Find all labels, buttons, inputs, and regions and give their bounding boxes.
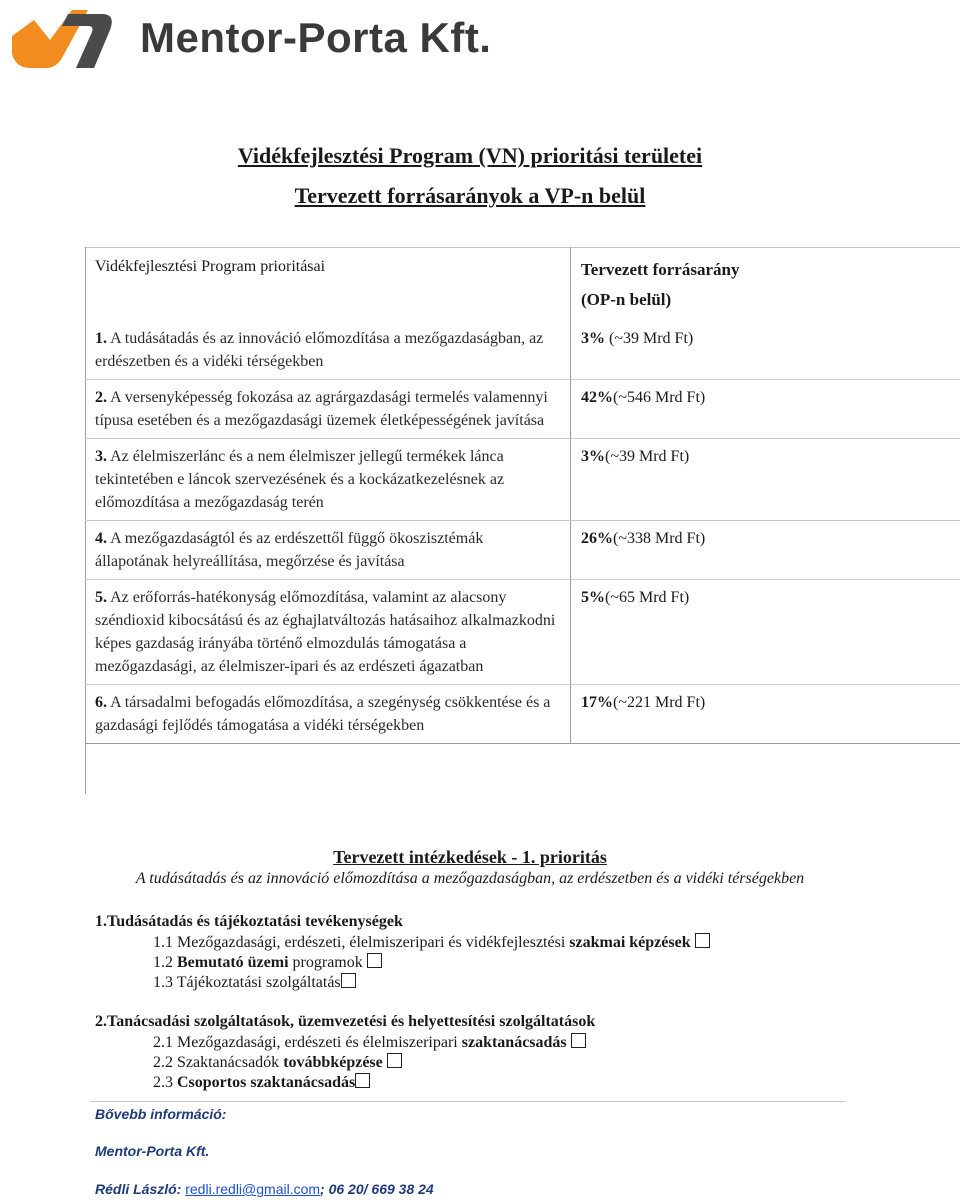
measure-item-text: 2.3 (153, 1074, 177, 1091)
table-row (85, 521, 960, 580)
table-header-row (85, 247, 960, 321)
priority-cell (85, 521, 571, 580)
measure-item-text: 1.3 Tájékoztatási szolgáltatás (153, 974, 341, 991)
table-row (85, 321, 960, 380)
share-amount: (~546 Mrd Ft) (613, 389, 706, 406)
priority-number: 1. (95, 330, 107, 347)
document-title: Vidékfejlesztési Program (VN) prioritási területei (237, 143, 703, 168)
measure-item-text: 1.1 Mezőgazdasági, erdészeti, élelmiszeripari és vidékfejlesztési (153, 934, 570, 951)
measure-item (153, 1053, 402, 1072)
measure-item (153, 1033, 586, 1052)
footer-divider (90, 1101, 845, 1102)
measure-item-bold: szakmai képzések (569, 934, 691, 951)
share-percent: 3% (581, 448, 605, 465)
priority-cell (85, 685, 571, 744)
footer-phone: ; 06 20/ 669 38 24 (320, 1181, 434, 1197)
measures-caption: A tudásátadás és az innováció előmozdítása a mezőgazdaságban, az erdészetben és a vidéki térségekben (135, 870, 805, 887)
measure-group-heading: 2.Tanácsadási szolgáltatások, üzemvezetési és helyettesítési szolgáltatások (95, 1013, 596, 1030)
priority-cell (85, 321, 571, 380)
share-amount: (~65 Mrd Ft) (605, 589, 690, 606)
checkbox[interactable] (387, 1053, 402, 1068)
priority-cell (85, 380, 571, 439)
share-amount: (~338 Mrd Ft) (613, 530, 706, 547)
footer-email-link[interactable]: redli.redli@gmail.com (185, 1181, 321, 1197)
priority-text: A társadalmi befogadás előmozdítása, a szegénység csökkentése és a gazdasági fejlődés támogatása a vidéki térségekben (95, 694, 551, 734)
logo-wordmark: Mentor-Porta Kft. (140, 14, 492, 61)
share-cell (571, 580, 960, 685)
table-row (85, 380, 960, 439)
measure-item (153, 1073, 370, 1092)
share-header-line2: (OP-n belül) (581, 290, 672, 309)
table-row (85, 580, 960, 685)
share-percent: 17% (581, 694, 613, 711)
measure-item (153, 933, 710, 952)
footer-more-info: Bővebb információ: (95, 1106, 227, 1122)
share-cell (571, 685, 960, 744)
measure-item-bold: szaktanácsadás (461, 1034, 567, 1051)
measure-item-bold: továbbképzése (283, 1054, 383, 1071)
priority-text: Az élelmiszerlánc és a nem élelmiszer jellegű termékek lánca tekintetében e láncok szervezésének és a kockázatkezelésnek az előmozdítása a mezőgazdaság terén (95, 448, 505, 511)
footer-contact-name: Rédli László: (95, 1181, 186, 1197)
footer-contact (95, 1181, 434, 1197)
share-percent: 3% (581, 330, 605, 347)
measures-title: Tervezett intézkedések - 1. prioritás (333, 847, 607, 867)
priority-number: 2. (95, 389, 107, 406)
priority-text: A mezőgazdaságtól és az erdészettől függő ökoszisztémák állapotának helyreállítása, megőrzése és javítása (95, 530, 484, 570)
checkbox[interactable] (367, 953, 382, 968)
share-cell (571, 321, 960, 380)
table-row (85, 439, 960, 521)
priorities-table (85, 247, 960, 744)
priority-number: 4. (95, 530, 107, 547)
measure-item-bold: Bemutató üzemi (177, 954, 289, 971)
checkbox[interactable] (341, 973, 356, 988)
share-amount: (~39 Mrd Ft) (605, 330, 694, 347)
measure-item-text: 2.2 Szaktanácsadók (153, 1054, 284, 1071)
measure-item (153, 973, 356, 992)
priority-number: 6. (95, 694, 107, 711)
share-percent: 5% (581, 589, 605, 606)
measure-item-text: 2.1 Mezőgazdasági, erdészeti és élelmiszeripari (153, 1034, 462, 1051)
share-header-line1: Tervezett forrásarány (581, 260, 740, 279)
priority-cell (85, 439, 571, 521)
share-cell (571, 439, 960, 521)
share-cell (571, 380, 960, 439)
priority-cell (85, 580, 571, 685)
priority-text: Az erőforrás-hatékonyság előmozdítása, valamint az alacsony széndioxid kibocsátású és az éghajlatváltozás hatásaihoz alkalmazkodni képes gazdaság irányába történő elmozdulás támogatása a mezőgazdasági, az élelmiszer-ipari és az erdészeti ágazatban (95, 589, 556, 675)
share-percent: 42% (581, 389, 613, 406)
share-percent: 26% (581, 530, 613, 547)
priority-text: A tudásátadás és az innováció előmozdítása a mezőgazdaságban, az erdészetben és a vidéki térségekben (95, 330, 544, 370)
priority-number: 5. (95, 589, 107, 606)
col-priorities-header: Vidékfejlesztési Program prioritásai (85, 247, 571, 321)
measure-group-heading: 1.Tudásátadás és tájékoztatási tevékenységek (95, 913, 403, 930)
checkbox[interactable] (695, 933, 710, 948)
measure-item (153, 953, 382, 972)
share-amount: (~221 Mrd Ft) (613, 694, 706, 711)
priority-text: A versenyképesség fokozása az agrárgazdasági termelés valamennyi típusa esetében és a mezőgazdasági üzemek életképességének javítása (95, 389, 548, 429)
measure-item-bold: Csoportos szaktanácsadás (177, 1074, 356, 1091)
col-share-header (571, 247, 960, 321)
footer-company: Mentor-Porta Kft. (95, 1143, 210, 1159)
measure-item-text: 1.2 (153, 954, 177, 971)
checkbox[interactable] (355, 1073, 370, 1088)
share-cell (571, 521, 960, 580)
priority-number: 3. (95, 448, 107, 465)
measure-item-post: programok (288, 954, 363, 971)
checkbox[interactable] (571, 1033, 586, 1048)
table-row (85, 685, 960, 744)
document-subtitle: Tervezett forrásarányok a VP-n belül (294, 183, 646, 208)
share-amount: (~39 Mrd Ft) (605, 448, 690, 465)
